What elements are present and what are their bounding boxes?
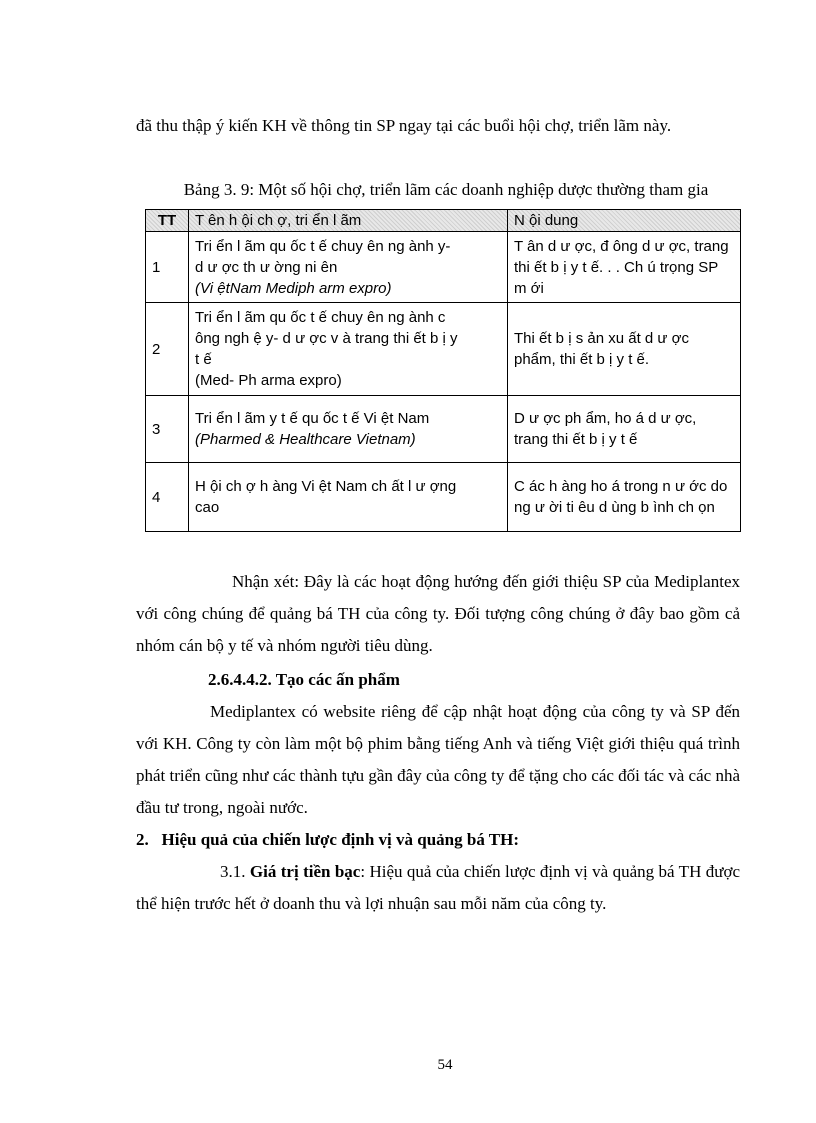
row-number: 2: [146, 303, 189, 396]
name-english: (Pharmed & Healthcare Vietnam): [195, 431, 416, 448]
section-2-heading: [136, 824, 740, 856]
table-header-row: [146, 210, 741, 232]
table-caption: Bảng 3. 9: Một số hội chợ, triển lãm các doanh nghiệp dược thường tham gia: [183, 180, 709, 199]
page-number: 54: [437, 1057, 453, 1073]
section-2-number: 2.: [136, 830, 149, 849]
subsection-3-1: [136, 856, 740, 920]
header-tt: TT: [146, 210, 189, 232]
name-line: Tri ển l ãm qu ốc t ế chuy ên ng ành c: [195, 309, 446, 326]
section-paragraph: Mediplantex có website riêng để cập nhật hoạt động của công ty và SP đến với KH. Công ty còn làm một bộ phim bằng tiếng Anh và tiếng Việt giới thiệu quá trình phát triển cũng như các thành tựu gần đây của công ty để tặng cho các đối tác và các nhà đầu tư trong, ngoài nước.: [136, 702, 740, 817]
table-row: [146, 463, 741, 532]
subsection-text: : Hiệu quả của chiến lược định vị và quảng bá TH được thể hiện trước hết ở doanh thu và lợi nhuận sau mỗi năm của công ty.: [136, 862, 740, 913]
table-row: [146, 303, 741, 396]
name-line: H ội ch ợ h àng Vi ệt Nam ch ất l ư ợng: [195, 478, 457, 495]
exhibition-content: Thi ết b ị s ản xu ất d ư ợc phẩm, thi ết b ị y t ế.: [508, 303, 741, 396]
row-number: 4: [146, 463, 189, 532]
remark-paragraph: Nhận xét: Đây là các hoạt động hướng đến giới thiệu SP của Mediplantex với công chúng để quảng bá TH của công ty. Đối tượng công chúng ở đây bao gồm cả nhóm cán bộ y tế và nhóm người tiêu dùng.: [136, 572, 740, 655]
name-line: Tri ển l ãm qu ốc t ế chuy ên ng ành y-: [195, 237, 451, 255]
table-row: [146, 232, 741, 303]
table-row: [146, 396, 741, 463]
section-heading: 2.6.4.4.2. Tạo các ấn phẩm: [208, 670, 400, 689]
row-number: 3: [146, 396, 189, 463]
header-name: T ên h ội ch ợ, tri ển l ãm: [189, 210, 508, 232]
exhibition-name: [189, 303, 508, 396]
exhibition-content: T ân d ư ợc, đ ông d ư ợc, trang thi ết b ị y t ế. . . Ch ú trọng SP m ới: [508, 232, 741, 303]
exhibition-name: [189, 463, 508, 532]
name-line: ông ngh ệ y- d ư ợc v à trang thi ết b ị y: [195, 330, 458, 347]
exhibition-content: C ác h àng ho á trong n ư ớc do ng ư ời ti êu d ùng b ình ch ọn: [508, 463, 741, 532]
subsection-label: 3.1.: [220, 862, 250, 881]
header-content: N ội dung: [508, 210, 741, 232]
subsection-bold-term: Giá trị tiền bạc: [249, 862, 361, 881]
name-line: t ế: [195, 351, 212, 368]
row-number: 1: [146, 232, 189, 303]
name-line: Tri ển l ãm y t ế qu ốc t ế Vi ệt Nam: [195, 410, 430, 427]
exhibition-name: [189, 396, 508, 463]
section-2-title: Hiệu quả của chiến lược định vị và quảng bá TH:: [161, 830, 520, 849]
exhibition-name: [189, 232, 508, 303]
name-line: d ư ợc th ư ờng ni ên: [195, 258, 338, 276]
exhibition-content: D ư ợc ph ẩm, ho á d ư ợc, trang thi ết b ị y t ế: [508, 396, 741, 463]
intro-paragraph: đã thu thập ý kiến KH về thông tin SP ngay tại các buổi hội chợ, triển lãm này.: [136, 116, 672, 135]
exhibitions-table: [145, 209, 741, 532]
name-line: cao: [195, 499, 220, 516]
name-english: (Med- Ph arma expro): [195, 372, 342, 389]
name-english: (Vi ệtNam Mediph arm expro): [195, 279, 392, 297]
